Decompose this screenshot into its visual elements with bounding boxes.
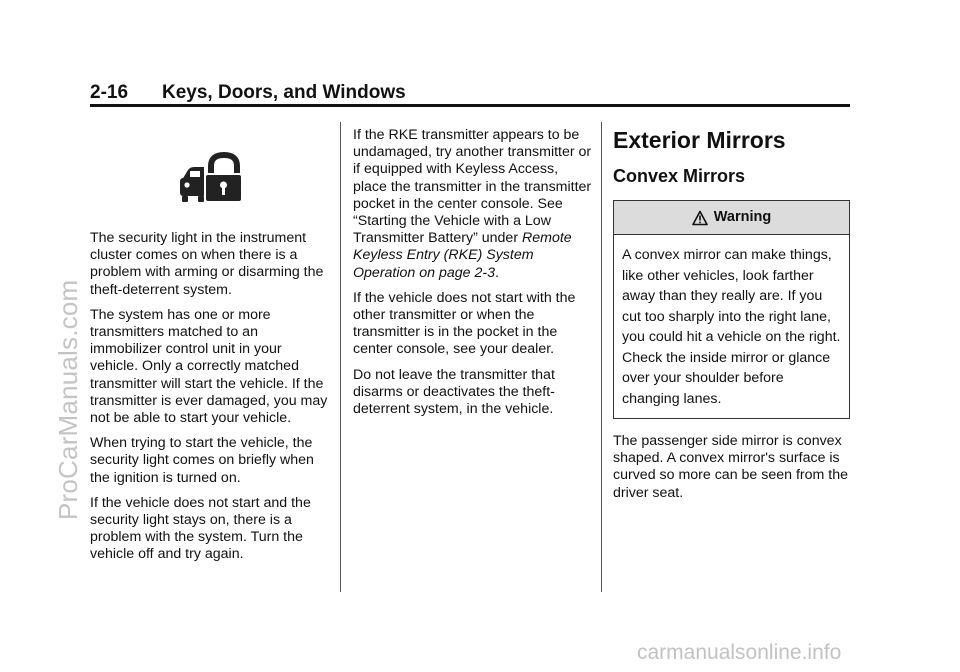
header-rule: [90, 104, 850, 107]
paragraph-text: If the RKE transmitter appears to be undamaged, try another transmitter or if equipped with Keyless Access, place the transmitter in the transmitter pocket in the center console. See “Starting the Vehicle with a Low Transmitter Battery” under: [353, 127, 592, 247]
footer-watermark: carmanualsonline.info: [637, 641, 842, 664]
subsection-heading: Convex Mirrors: [613, 166, 746, 186]
paragraph: The passenger side mirror is convex shaped. A convex mirror's surface is curved so more can be seen from the driver seat.: [613, 433, 849, 501]
paragraph: If the vehicle does not start and the security light stays on, there is a problem with the system. Turn the vehicle off and try again.: [90, 494, 311, 563]
padlock-in-vehicle-icon: [178, 152, 242, 204]
warning-header: [614, 201, 849, 235]
paragraph: [353, 127, 593, 282]
cross-reference-link[interactable]: Remote Keyless Entry (RKE) System Operation on page 2-3: [353, 230, 572, 281]
column-divider: [340, 122, 341, 592]
column-2: [353, 127, 593, 426]
paragraph: Do not leave the transmitter that disarms or deactivates the theft-deterrent system, in the vehicle.: [353, 366, 555, 418]
section-title: Keys, Doors, and Windows: [162, 82, 406, 103]
page-header: [90, 82, 850, 104]
paragraph: If the vehicle does not start with the other transmitter or when the transmitter is in the pocket in the center console, see your dealer.: [353, 289, 576, 358]
warning-text: A convex mirror can make things, like other vehicles, look farther away than they really are. If you cut too sharply into the right lane, you could hit a vehicle on the right. Check the inside mirror or glance over your shoulder before changing lanes.: [622, 247, 841, 407]
watermark: ProCarManuals.com: [53, 279, 83, 520]
warning-triangle-icon: [692, 210, 708, 226]
column-1: [90, 230, 330, 572]
column-divider: [601, 122, 602, 592]
warning-title: Warning: [713, 208, 772, 225]
warning-box: [613, 200, 850, 419]
column-3: [613, 127, 853, 510]
paragraph: When trying to start the vehicle, the security light comes on briefly when the ignition is turned on.: [90, 435, 314, 486]
section-heading: Exterior Mirrors: [613, 127, 786, 153]
paragraph: The system has one or more transmitters matched to an immobilizer control unit in your vehicle. Only a correctly matched transmitter will start the vehicle. If the transmitter is ever damaged, you may not be able to start your vehicle.: [90, 306, 328, 427]
page-number: 2-16: [90, 82, 129, 103]
paragraph: The security light in the instrument cluster comes on when there is a problem with arming or disarming the theft-deterrent system.: [90, 230, 324, 298]
paragraph-end: .: [494, 264, 499, 281]
